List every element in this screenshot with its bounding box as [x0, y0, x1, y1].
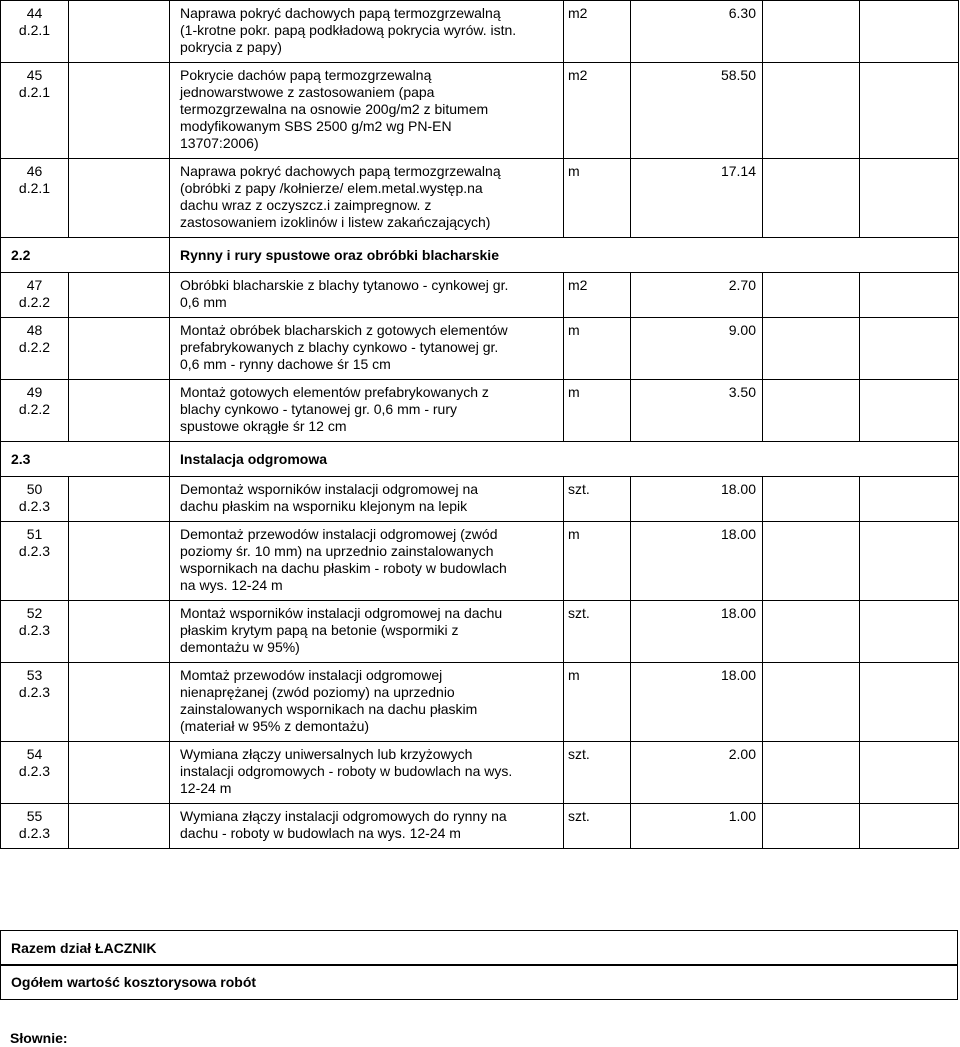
- item-number-cell: [1, 1, 69, 63]
- item-code: d.2.3: [18, 763, 51, 779]
- item-unit: m: [564, 380, 631, 442]
- table-row: [1, 522, 959, 601]
- description-line: dachu - roboty w budowlach na wys. 12-24 m: [180, 825, 461, 841]
- description-line: prefabrykowanych z blachy cynkowo - tytanowej gr.: [180, 339, 499, 355]
- item-number: 52: [26, 605, 43, 621]
- table-row: [1, 742, 959, 804]
- empty-cell: [69, 522, 170, 601]
- item-number-cell: [1, 522, 69, 601]
- empty-cell: [860, 318, 959, 380]
- item-number: 49: [26, 384, 43, 400]
- item-description: [170, 522, 564, 601]
- empty-cell: [860, 477, 959, 522]
- section-number: 2.2: [1, 238, 170, 273]
- item-unit: szt.: [564, 804, 631, 849]
- empty-cell: [69, 318, 170, 380]
- empty-cell: [860, 663, 959, 742]
- section-header-row: [1, 238, 959, 273]
- empty-cell: [860, 273, 959, 318]
- item-number-cell: [1, 663, 69, 742]
- item-number: 55: [26, 808, 43, 824]
- description-line: (materiał w 95% z demontażu): [180, 718, 370, 734]
- table-row: [1, 1, 959, 63]
- table-row: [1, 318, 959, 380]
- empty-cell: [763, 804, 860, 849]
- total-row-razem: [1, 931, 958, 966]
- empty-cell: [763, 522, 860, 601]
- description-line: instalacji odgromowych - roboty w budowlach na wys.: [180, 763, 513, 779]
- description-line: Naprawa pokryć dachowych papą termozgrzewalną: [180, 163, 501, 179]
- description-line: 0,6 mm: [180, 294, 227, 310]
- description-line: spustowe okrągłe śr 12 cm: [180, 418, 347, 434]
- description-line: płaskim krytym papą na betonie (wspormiki z: [180, 622, 459, 638]
- empty-cell: [763, 318, 860, 380]
- empty-cell: [763, 601, 860, 663]
- item-quantity: 9.00: [631, 318, 763, 380]
- description-line: termozgrzewalna na osnowie 200g/m2 z bitumem: [180, 101, 489, 117]
- empty-cell: [763, 380, 860, 442]
- description-line: dachu płaskim na wsporniku klejonym na lepik: [180, 498, 468, 514]
- item-code: d.2.3: [18, 498, 51, 514]
- item-description: [170, 1, 564, 63]
- item-unit: szt.: [564, 601, 631, 663]
- item-code: d.2.3: [18, 622, 51, 638]
- description-line: jednowarstwowe z zastosowaniem (papa: [180, 84, 435, 100]
- description-line: poziomy śr. 10 mm) na uprzednio zainstalowanych: [180, 543, 494, 559]
- item-description: [170, 742, 564, 804]
- item-number: 46: [26, 163, 43, 179]
- total-row-ogolem: [1, 965, 958, 1000]
- description-line: Montaż gotowych elementów prefabrykowanych z: [180, 384, 489, 400]
- grand-total-table: [0, 964, 958, 1000]
- item-number: 45: [26, 67, 43, 83]
- item-unit: m: [564, 663, 631, 742]
- description-line: Montaż wsporników instalacji odgromowej na dachu: [180, 605, 503, 621]
- table-row: [1, 273, 959, 318]
- razem-label: Razem dział ŁACZNIK: [1, 931, 958, 966]
- empty-cell: [860, 1, 959, 63]
- item-unit: szt.: [564, 742, 631, 804]
- item-number-cell: [1, 477, 69, 522]
- item-code: d.2.1: [18, 180, 51, 196]
- item-code: d.2.2: [18, 294, 51, 310]
- section-title: Rynny i rury spustowe oraz obróbki blacharskie: [170, 238, 959, 273]
- section-title: Instalacja odgromowa: [170, 442, 959, 477]
- description-line: 0,6 mm - rynny dachowe śr 15 cm: [180, 356, 391, 372]
- item-description: [170, 601, 564, 663]
- description-line: Demontaż wsporników instalacji odgromowej na: [180, 481, 479, 497]
- description-line: pokrycia z papy): [180, 39, 282, 55]
- empty-cell: [69, 601, 170, 663]
- description-line: 13707:2006): [180, 135, 259, 151]
- empty-cell: [763, 742, 860, 804]
- item-description: [170, 380, 564, 442]
- empty-cell: [860, 380, 959, 442]
- item-number-cell: [1, 318, 69, 380]
- empty-cell: [763, 1, 860, 63]
- item-code: d.2.2: [18, 401, 51, 417]
- table-row: [1, 159, 959, 238]
- table-row: [1, 601, 959, 663]
- item-description: [170, 318, 564, 380]
- empty-cell: [69, 742, 170, 804]
- item-description: [170, 663, 564, 742]
- empty-cell: [69, 804, 170, 849]
- item-number: 47: [26, 277, 43, 293]
- empty-cell: [69, 63, 170, 159]
- description-line: blachy cynkowo - tytanowej gr. 0,6 mm - rury: [180, 401, 457, 417]
- totals-table: [0, 930, 958, 966]
- empty-cell: [860, 804, 959, 849]
- item-unit: m: [564, 159, 631, 238]
- item-number: 54: [26, 746, 43, 762]
- description-line: Demontaż przewodów instalacji odgromowej (zwód: [180, 526, 498, 542]
- item-number-cell: [1, 601, 69, 663]
- description-line: demontażu w 95%): [180, 639, 300, 655]
- description-line: Momtaż przewodów instalacji odgromowej: [180, 667, 443, 683]
- description-line: na wys. 12-24 m: [180, 577, 283, 593]
- item-number-cell: [1, 63, 69, 159]
- item-number: 51: [26, 526, 43, 542]
- description-line: zainstalowanych wspornikach na dachu płaskim: [180, 701, 478, 717]
- description-line: nienaprężanej (zwód poziomy) na uprzednio: [180, 684, 455, 700]
- table-row: [1, 63, 959, 159]
- item-quantity: 58.50: [631, 63, 763, 159]
- description-line: wspornikach na dachu płaskim - roboty w budowlach: [180, 560, 507, 576]
- description-line: 12-24 m: [180, 780, 232, 796]
- table-row: [1, 804, 959, 849]
- description-line: Pokrycie dachów papą termozgrzewalną: [180, 67, 432, 83]
- description-line: modyfikowanym SBS 2500 g/m2 wg PN-EN: [180, 118, 452, 134]
- item-quantity: 6.30: [631, 1, 763, 63]
- item-number-cell: [1, 273, 69, 318]
- item-code: d.2.3: [18, 825, 51, 841]
- table-row: [1, 663, 959, 742]
- item-quantity: 2.70: [631, 273, 763, 318]
- item-description: [170, 63, 564, 159]
- item-number-cell: [1, 804, 69, 849]
- description-line: (obróbki z papy /kołnierze/ elem.metal.występ.na: [180, 180, 483, 196]
- item-quantity: 1.00: [631, 804, 763, 849]
- section-number: 2.3: [1, 442, 170, 477]
- item-number: 53: [26, 667, 43, 683]
- item-description: [170, 159, 564, 238]
- item-code: d.2.3: [18, 543, 51, 559]
- empty-cell: [763, 273, 860, 318]
- item-description: [170, 804, 564, 849]
- description-line: Naprawa pokryć dachowych papą termozgrzewalną: [180, 5, 501, 21]
- empty-cell: [69, 380, 170, 442]
- item-quantity: 3.50: [631, 380, 763, 442]
- item-quantity: 18.00: [631, 477, 763, 522]
- empty-cell: [860, 601, 959, 663]
- empty-cell: [860, 159, 959, 238]
- item-number-cell: [1, 742, 69, 804]
- item-code: d.2.2: [18, 339, 51, 355]
- description-line: zastosowaniem izoklinów i listew zakańczających): [180, 214, 491, 230]
- description-line: dachu wraz z oczyszcz.i zaimpregnow. z: [180, 197, 432, 213]
- table-row: [1, 380, 959, 442]
- item-unit: m: [564, 522, 631, 601]
- item-unit: m2: [564, 1, 631, 63]
- description-line: Wymiana złączy instalacji odgromowych do rynny na: [180, 808, 507, 824]
- item-code: d.2.1: [18, 84, 51, 100]
- item-number-cell: [1, 159, 69, 238]
- section-header-row: [1, 442, 959, 477]
- description-line: Wymiana złączy uniwersalnych lub krzyżowych: [180, 746, 473, 762]
- item-code: d.2.1: [18, 22, 51, 38]
- item-number: 44: [26, 5, 43, 21]
- item-unit: m: [564, 318, 631, 380]
- item-quantity: 17.14: [631, 159, 763, 238]
- item-description: [170, 273, 564, 318]
- ogolem-label: Ogółem wartość kosztorysowa robót: [1, 965, 958, 1000]
- description-line: Montaż obróbek blacharskich z gotowych elementów: [180, 322, 508, 338]
- empty-cell: [69, 1, 170, 63]
- item-unit: m2: [564, 63, 631, 159]
- item-number: 48: [26, 322, 43, 338]
- empty-cell: [69, 477, 170, 522]
- empty-cell: [763, 477, 860, 522]
- description-line: Obróbki blacharskie z blachy tytanowo - cynkowej gr.: [180, 277, 509, 293]
- table-row: [1, 477, 959, 522]
- empty-cell: [763, 159, 860, 238]
- item-code: d.2.3: [18, 684, 51, 700]
- slownie-label: Słownie:: [10, 1030, 68, 1046]
- item-unit: m2: [564, 273, 631, 318]
- empty-cell: [860, 63, 959, 159]
- item-unit: szt.: [564, 477, 631, 522]
- empty-cell: [763, 63, 860, 159]
- item-number-cell: [1, 380, 69, 442]
- empty-cell: [860, 522, 959, 601]
- item-quantity: 2.00: [631, 742, 763, 804]
- empty-cell: [860, 742, 959, 804]
- empty-cell: [69, 159, 170, 238]
- empty-cell: [69, 273, 170, 318]
- item-description: [170, 477, 564, 522]
- empty-cell: [69, 663, 170, 742]
- item-quantity: 18.00: [631, 522, 763, 601]
- empty-cell: [763, 663, 860, 742]
- item-quantity: 18.00: [631, 663, 763, 742]
- item-quantity: 18.00: [631, 601, 763, 663]
- description-line: (1-krotne pokr. papą podkładową pokrycia wyrów. istn.: [180, 22, 517, 38]
- item-number: 50: [26, 481, 43, 497]
